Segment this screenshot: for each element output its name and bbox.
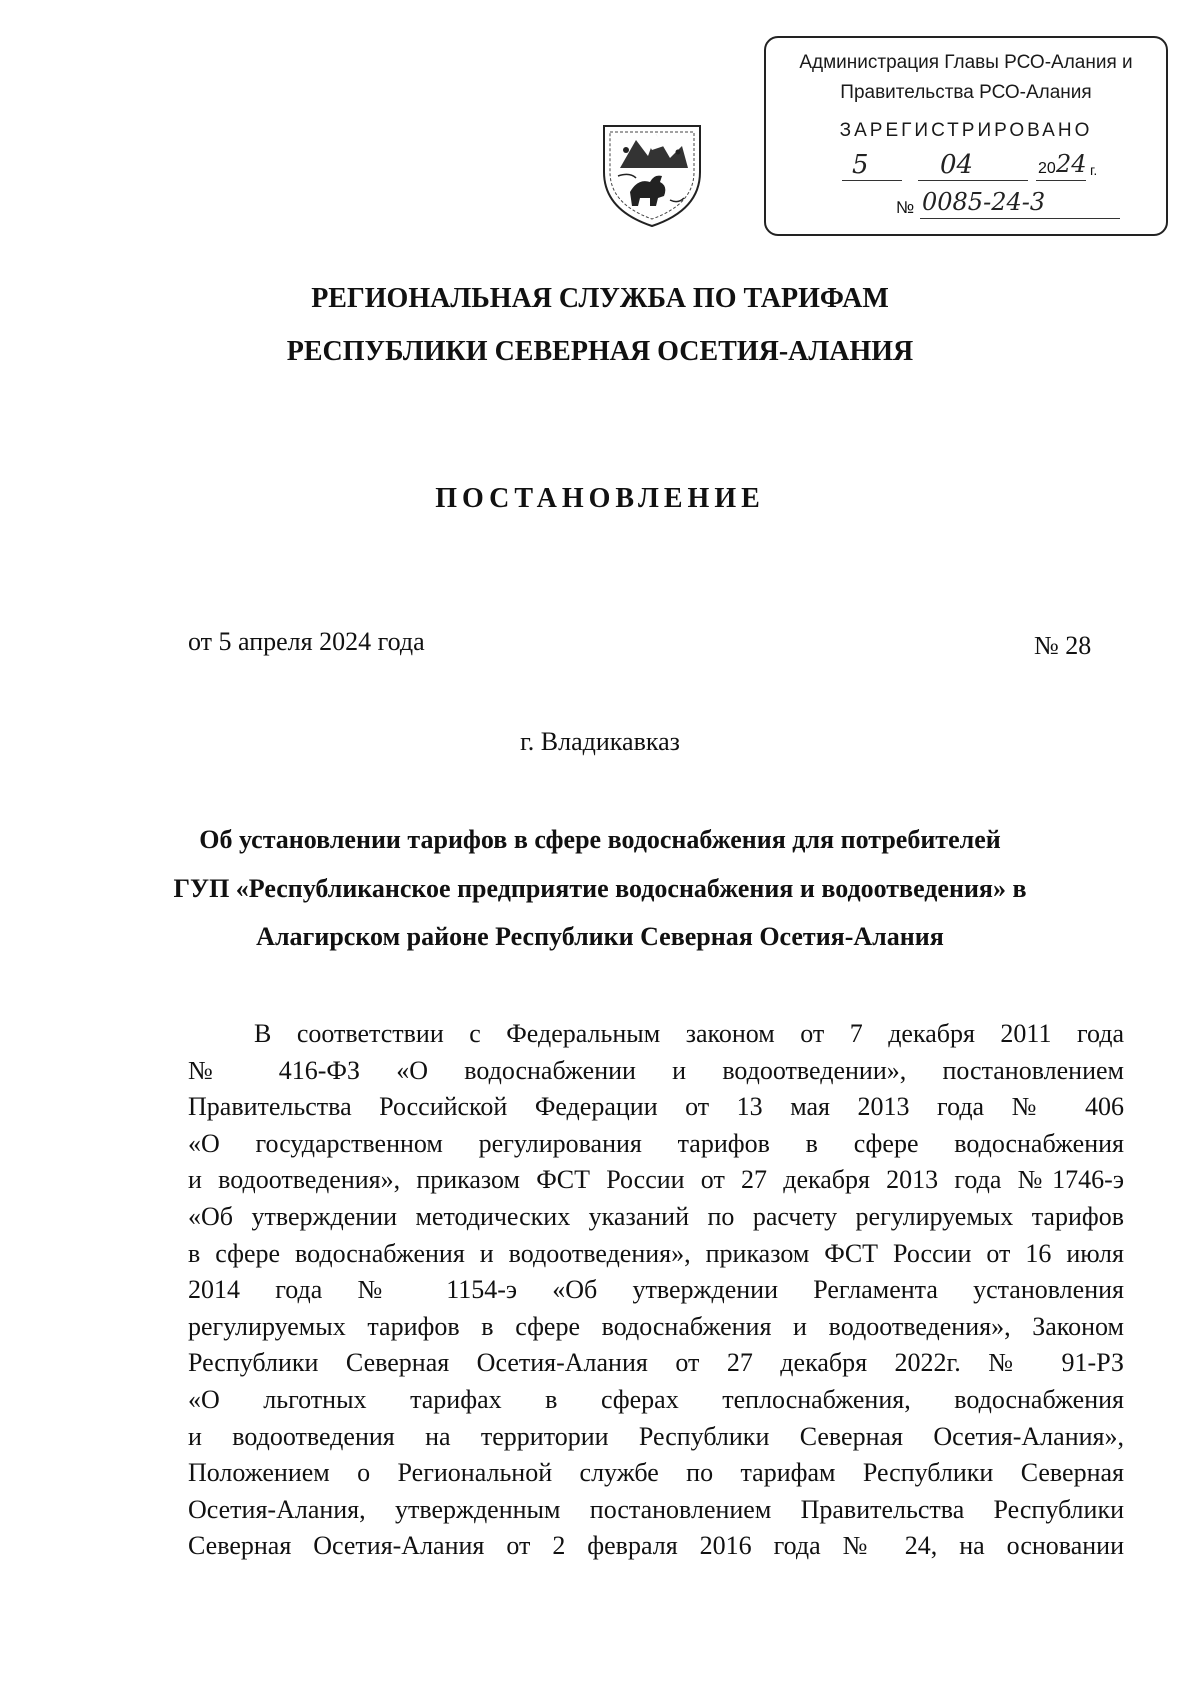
coat-of-arms-icon xyxy=(590,106,714,230)
agency-name-line2: РЕСПУБЛИКИ СЕВЕРНАЯ ОСЕТИЯ-АЛАНИЯ xyxy=(286,336,914,367)
document-type: ПОСТАНОВЛЕНИЕ xyxy=(435,483,765,514)
body-line: 2014 года № 1154-э «Об утверждении Регламента установления xyxy=(188,1275,1124,1305)
subject-line3: Алагирском районе Республики Северная Осетия-Алания xyxy=(256,922,944,951)
stamp-org-line2: Правительства РСО-Алания xyxy=(840,82,1092,103)
body-line: «О государственном регулирования тарифов в сфере водоснабжения xyxy=(188,1128,1124,1158)
emblem-graphic xyxy=(590,106,714,230)
body-line: № 416-ФЗ «О водоснабжении и водоотведении», постановлением xyxy=(188,1055,1124,1085)
body-line: Положением о Региональной службе по тарифам Республики Северная xyxy=(188,1458,1124,1488)
stamp-date xyxy=(842,150,1116,184)
document-body xyxy=(188,1016,1124,1565)
registration-stamp xyxy=(764,36,1168,236)
stamp-day-underline xyxy=(842,180,902,181)
body-line: и водоотведения», приказом ФСТ России от 27 декабря 2013 года №1746-э xyxy=(188,1165,1124,1195)
stamp-year-underline xyxy=(1036,180,1086,181)
stamp-month: 04 xyxy=(940,150,974,180)
body-line: Северная Осетия-Алания от 2 февраля 2016 года № 24, на основании xyxy=(188,1531,1124,1561)
body-line: регулируемых тарифов в сфере водоснабжения и водоотведения», Законом xyxy=(188,1311,1124,1341)
stamp-number-underline xyxy=(920,218,1120,219)
document-city: г. Владикавказ xyxy=(520,727,680,756)
stamp-number-label: № xyxy=(896,198,915,217)
agency-name-line1: РЕГИОНАЛЬНАЯ СЛУЖБА ПО ТАРИФАМ xyxy=(311,283,889,314)
stamp-number: 0085-24-3 xyxy=(922,188,1046,216)
stamp-year-hand: 24 xyxy=(1056,150,1087,178)
stamp-org-line1: Администрация Главы РСО-Алания и xyxy=(799,52,1133,73)
stamp-year-prefix: 20 xyxy=(1038,160,1056,177)
subject-line1: Об установлении тарифов в сфере водоснабжения для потребителей xyxy=(199,825,1001,854)
body-line: «О льготных тарифах в сферах теплоснабжения, водоснабжения xyxy=(188,1384,1124,1414)
body-line: «Об утверждении методических указаний по расчету регулируемых тарифов xyxy=(188,1201,1124,1231)
body-line: Правительства Российской Федерации от 13 мая 2013 года № 406 xyxy=(188,1092,1124,1122)
body-line: и водоотведения на территории Республики Северная Осетия-Алания», xyxy=(188,1421,1124,1451)
stamp-number-row xyxy=(896,188,1126,222)
stamp-registered-label: ЗАРЕГИСТРИРОВАНО xyxy=(839,120,1093,141)
stamp-year-suffix: г. xyxy=(1090,162,1098,178)
stamp-day: 5 xyxy=(852,150,869,180)
subject-line2: ГУП «Республиканское предприятие водоснабжения и водоотведения» в xyxy=(173,874,1027,903)
body-line: в сфере водоснабжения и водоотведения», приказом ФСТ России от 16 июля xyxy=(188,1238,1124,1268)
document-date: от 5 апреля 2024 года xyxy=(188,627,425,656)
document-number: № 28 xyxy=(1034,631,1092,660)
body-line: Республики Северная Осетия-Алания от 27 декабря 2022г. № 91-РЗ xyxy=(188,1348,1124,1378)
stamp-month-underline xyxy=(918,180,1028,181)
body-line: В соответствии с Федеральным законом от 7 декабря 2011 года xyxy=(254,1019,1124,1048)
body-line: Осетия-Алания, утвержденным постановлением Правительства Республики xyxy=(188,1494,1124,1524)
